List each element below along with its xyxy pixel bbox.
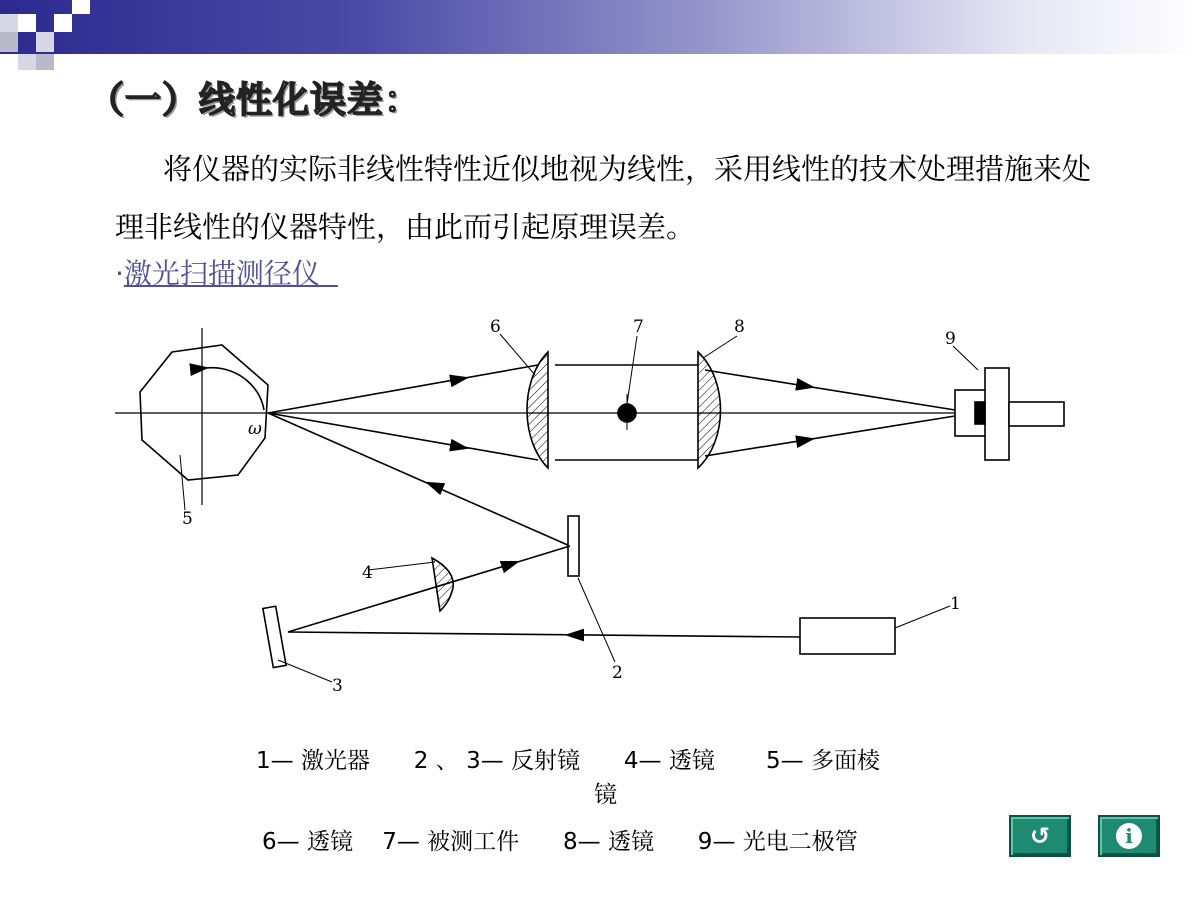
legend-line-2: 镜 <box>594 782 617 808</box>
header-square <box>72 0 90 14</box>
header-square <box>18 54 36 70</box>
optical-diagram <box>100 310 1100 710</box>
label-3: 3 <box>332 676 343 696</box>
label-5: 5 <box>182 509 193 529</box>
slide-title: （一）线性化误差： <box>88 80 422 121</box>
header-square <box>0 32 18 52</box>
laser-gauge-link[interactable]: 激光扫描测径仪 <box>123 257 320 290</box>
header-square <box>36 32 54 52</box>
info-button[interactable] <box>1098 815 1160 857</box>
label-2: 2 <box>612 663 623 683</box>
header-square <box>0 14 18 32</box>
body-paragraph <box>115 140 1115 256</box>
return-arrow-icon: ↺ <box>1029 822 1051 850</box>
header-square <box>36 54 54 70</box>
lens-8 <box>698 352 721 468</box>
header-gradient-bar <box>0 0 1200 54</box>
mirror-3 <box>263 606 286 667</box>
label-7: 7 <box>633 317 644 337</box>
back-button[interactable] <box>1009 815 1071 857</box>
lens-4 <box>432 558 453 611</box>
info-icon: i <box>1116 823 1142 849</box>
bullet-dot: · <box>115 257 124 290</box>
label-1: 1 <box>950 594 961 614</box>
legend-line-3: 6— 透镜 7— 被测工件 8— 透镜 9— 光电二极管 <box>262 829 858 855</box>
header-square <box>54 14 72 32</box>
paragraph-text: 将仪器的实际非线性特性近似地视为线性，采用线性的技术处理措施来处理非线性的仪器特性，由此而引起原理误差。 <box>115 152 1092 244</box>
label-4: 4 <box>362 563 373 583</box>
legend-line-1: 1— 激光器 2 、 3— 反射镜 4— 透镜 5— 多面棱 <box>256 748 880 774</box>
label-9: 9 <box>945 329 956 349</box>
omega-symbol: ω <box>248 419 262 439</box>
label-6: 6 <box>490 317 501 337</box>
laser-source <box>800 618 895 654</box>
header-square <box>18 14 36 32</box>
label-8: 8 <box>734 317 745 337</box>
bullet-line <box>115 252 338 292</box>
